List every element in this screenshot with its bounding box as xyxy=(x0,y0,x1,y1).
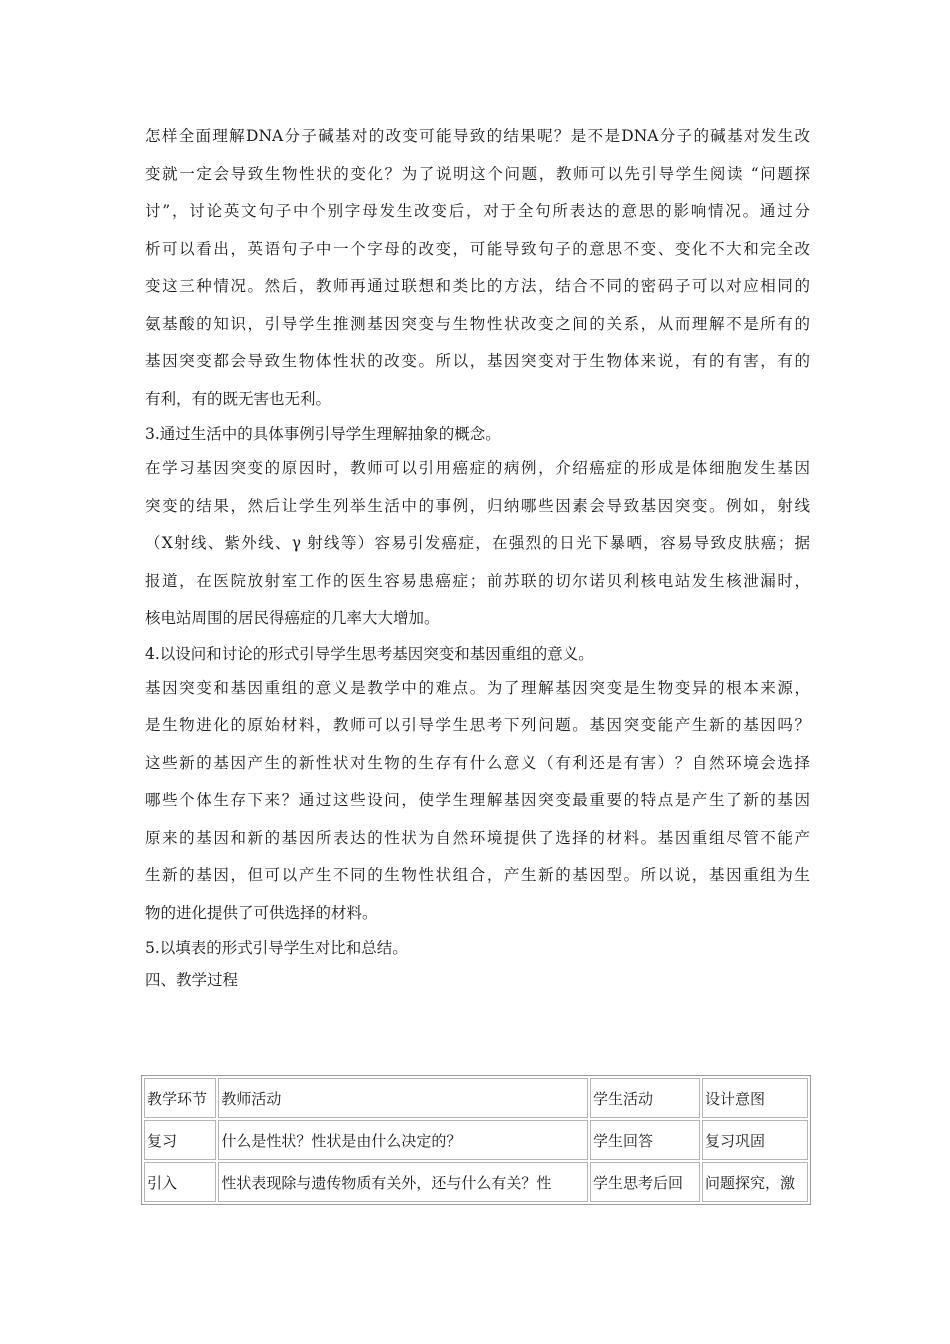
text-line: 突变的结果，然后让学生列举生活中的事例，归纳哪些因素会导致基因突变。例如，射线 xyxy=(145,496,810,515)
table-row xyxy=(144,1162,808,1202)
table-header-cell: 学生活动 xyxy=(590,1078,700,1118)
text-line: 基因突变都会导致生物体性状的改变。所以，基因突变对于生物体来说，有的有害，有的 xyxy=(145,352,810,370)
text-line: 核电站周围的居民得癌症的几率大大增加。 xyxy=(145,609,440,627)
text-line: 有利，有的既无害也无利。 xyxy=(145,389,332,408)
item3-heading: 3.通过生活中的具体事例引导学生理解抽象的概念。 xyxy=(145,425,501,443)
text-line: 变这三种情况。然后，教师再通过联想和类比的方法，结合不同的密码子可以对应相同的 xyxy=(145,277,810,295)
table-cell: 引入 xyxy=(144,1162,216,1202)
text-line: 这些新的基因产生的新性状对生物的生存有什么意义（有利还是有害）？自然环境会选择 xyxy=(145,753,810,772)
text-line: 物的进化提供了可供选择的材料。 xyxy=(145,903,378,922)
text-line: 析可以看出，英语句子中一个字母的改变，可能导致句子的意思不变、变化不大和完全改 xyxy=(145,239,810,258)
item4-heading: 4.以设问和讨论的形式引导学生思考基因突变和基因重组的意义。 xyxy=(145,644,594,663)
text-line: 在学习基因突变的原因时，教师可以引用癌症的病例，介绍癌症的形成是体细胞发生基因 xyxy=(145,459,810,477)
table-cell: 学生回答 xyxy=(590,1120,700,1160)
table-header-cell: 教学环节 xyxy=(144,1078,216,1118)
paragraph-cancer-examples xyxy=(145,450,810,638)
teaching-process-table xyxy=(141,1075,811,1205)
table-cell: 复习巩固 xyxy=(702,1120,808,1160)
text-line: 变就一定会导致生物性状的变化？为了说明这个问题，教师可以先引导学生阅读 “问题探 xyxy=(145,164,810,183)
table-row xyxy=(144,1120,808,1160)
text-line: 氨基酸的知识，引导学生推测基因突变与生物性状改变之间的关系，从而理解不是所有的 xyxy=(145,314,810,333)
text-line: （X射线、紫外线、γ 射线等）容易引发癌症，在强烈的日光下暴晒，容易导致皮肤癌；据 xyxy=(145,534,810,552)
item5-heading: 5.以填表的形式引导学生对比和总结。 xyxy=(145,939,408,957)
table-cell: 问题探究，激 xyxy=(702,1162,808,1202)
table-header-cell: 设计意图 xyxy=(702,1078,808,1118)
table-cell: 什么是性状？性状是由什么决定的？ xyxy=(218,1120,588,1160)
table-cell: 学生思考后回 xyxy=(590,1162,700,1202)
text-line: 报道，在医院放射室工作的医生容易患癌症；前苏联的切尔诺贝利核电站发生核泄漏时， xyxy=(145,571,810,590)
table-cell: 复习 xyxy=(144,1120,216,1160)
section4-heading: 四、教学过程 xyxy=(145,971,239,989)
table-cell: 性状表现除与遗传物质有关外，还与什么有关？性 xyxy=(218,1162,588,1202)
text-line: 是生物进化的原始材料，教师可以引导学生思考下列问题。基因突变能产生新的基因吗？ xyxy=(145,716,810,734)
table-header-cell: 教师活动 xyxy=(218,1078,588,1118)
paragraph-mutation-significance xyxy=(145,670,810,933)
paragraph-mutation-effects xyxy=(145,118,810,418)
text-line: 生新的基因，但可以产生不同的生物性状组合，产生新的基因型。所以说，基因重组为生 xyxy=(145,866,810,884)
text-line: 讨”，讨论英文句子中个别字母发生改变后，对于全句所表达的意思的影响情况。通过分 xyxy=(145,202,810,220)
text-line: 基因突变和基因重组的意义是教学中的难点。为了理解基因突变是生物变异的根本来源， xyxy=(145,678,810,697)
text-line: 哪些个体生存下来？通过这些设问，使学生理解基因突变最重要的特点是产生了新的基因 xyxy=(145,791,810,809)
text-line: 原来的基因和新的基因所表达的性状为自然环境提供了选择的材料。基因重组尽管不能产 xyxy=(145,828,810,847)
document-body xyxy=(145,118,810,996)
table-header-row xyxy=(144,1078,808,1118)
text-line: 怎样全面理解DNA分子碱基对的改变可能导致的结果呢？是不是DNA分子的碱基对发生改 xyxy=(145,127,810,145)
